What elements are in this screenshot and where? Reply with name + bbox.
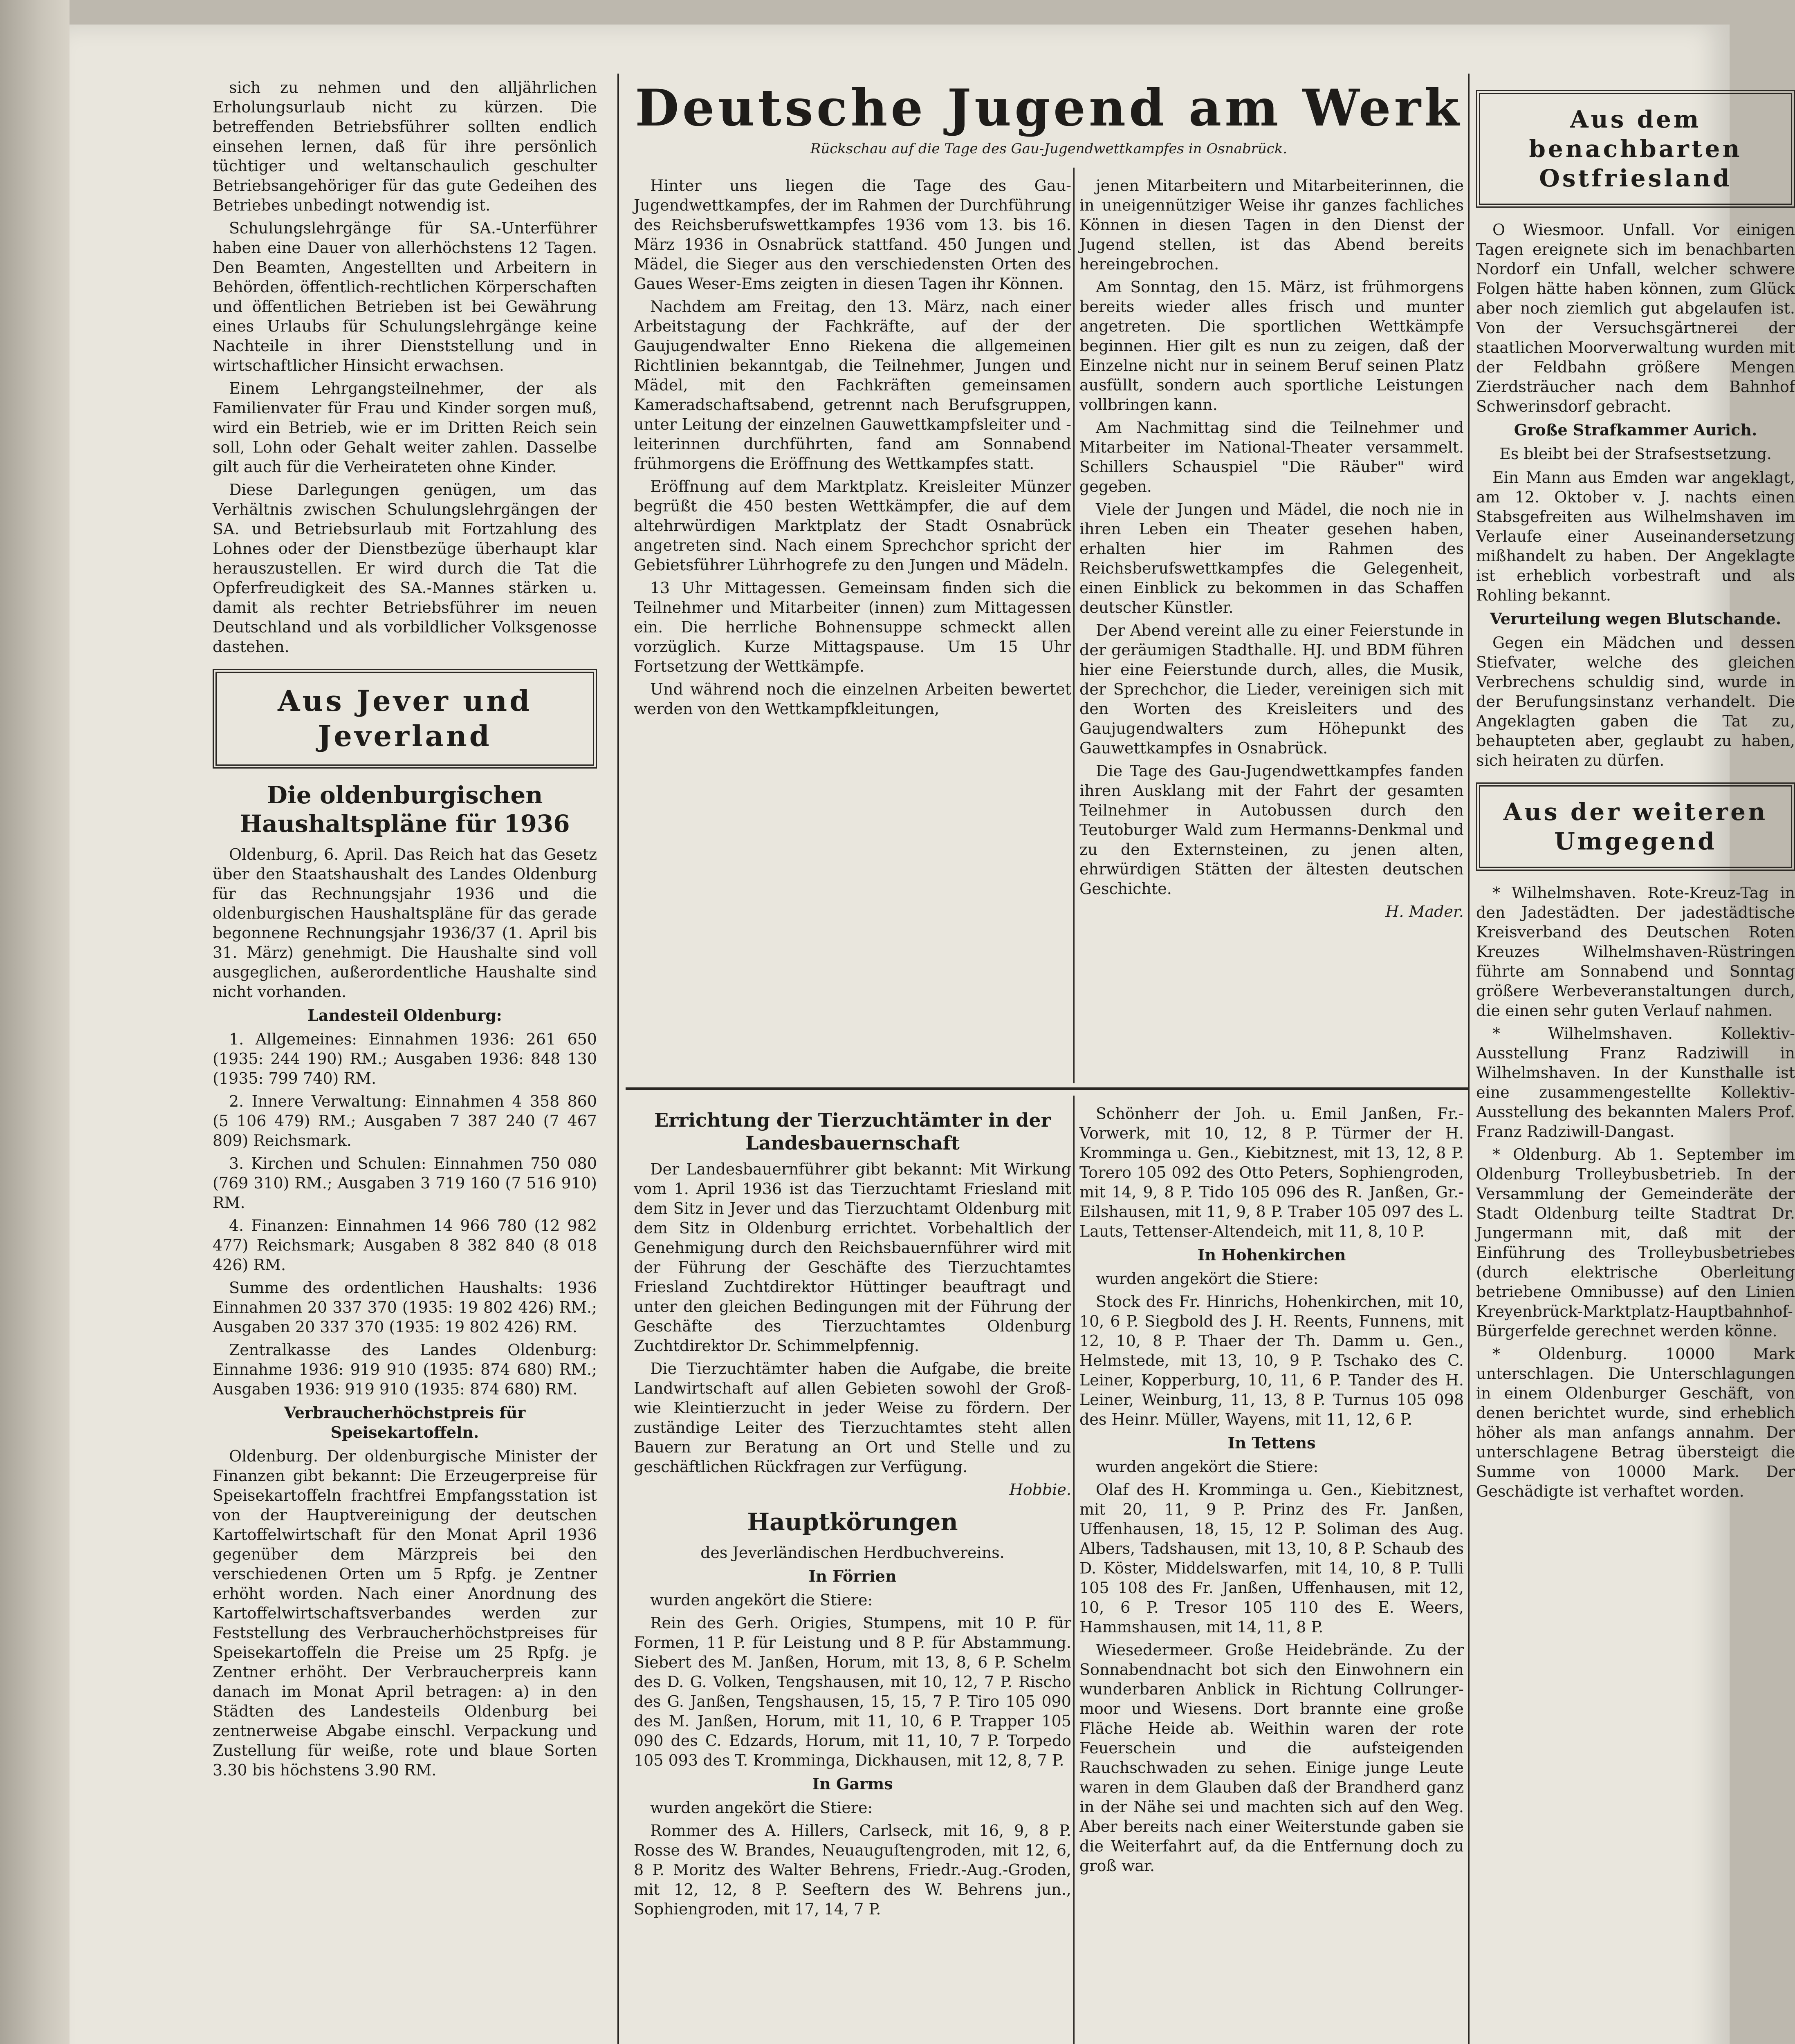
column-rule [1073,1096,1075,2044]
article-text: wurden angekört die Stiere: [1096,1458,1319,1476]
headline-block [634,78,1464,165]
article-text: Einem Lehrgangsteilnehmer, der als Familienvater für Frau und Kinder sorgen muß, wird ein Betrieb, wie er im Dritten Reich sein soll, Lohn oder Gehalt weiter zahlen. Dasselbe gilt auch für die Verheirateten ohne Kinder. [213,379,597,476]
article-text: Ein Mann aus Emden war angeklagt, am 12. Oktober v. J. nachts einen Stabsgefreiten aus Wilhelmshaven im Verlaufe einer Auseinandersetzung mißhandelt zu haben. Der Angeklagte ist erheblich vorbestraft und als Rohling bekannt. [1476,468,1795,604]
column-1 [213,78,597,1783]
column-rule [617,74,619,2044]
article-text: Am Sonntag, den 15. März, ist frühmorgens bereits wieder alles frisch und munter angetreten. Die sportlichen Wettkämpfe beginnen. Hier gilt es nun zu zeigen, daß der Einzelne nicht nur in seinem Beruf seinen Platz ausfüllt, sondern auch sportliche Leistungen vollbringen kann. [1079,278,1464,414]
article-text: Oldenburg. Der oldenburgische Minister der Finanzen gibt bekannt: Die Erzeugerpreise für Speisekartoffeln frachtfrei Empfangsstation ist von der Hauptvereinigung der deutschen Kartoffelwirtschaft für den Monat April 1936 gegenüber dem Märzpreis bei den verschiedenen Orten um 5 Rpfg. je Zentner erhöht worden. Nach einer Anordnung des Kartoffelwirtschaftsverbandes werden zur Feststellung des Verbraucherhöchstpreises für Speisekartoffeln die Preise um 25 Rpfg. je Zentner erhöht. Der Verbraucherpreis kann danach im Monat April betragen: a) in den Städten des Landesteils Oldenburg bei zentnerweise Abgabe einschl. Verpackung und Zustellung für weiße, rote und blaue Sorten 3.30 bis höchstens 3.90 RM. [213,1447,597,1779]
article-text: Der Abend vereint alle zu einer Feierstunde in der geräumigen Stadthalle. HJ. und BDM führen hier eine Feierstunde durch, alles, die Musik, der Sprechchor, die Lieder, vereinigen sich mit den Worten des Kreisleiters und des Gaujugendwalters zum Höhepunkt des Gauwettkampfes in Osnabrück. [1079,621,1464,757]
list-item: 4. Finanzen: Einnahmen 14 966 780 (12 982 477) Reichsmark; Ausgaben 8 382 840 (8 018 426) RM. [213,1217,597,1274]
article-text: wurden angekört die Stiere: [650,1799,873,1817]
section-header-jever: Aus Jever und Jeverland [213,669,597,769]
article-text: * Oldenburg. Ab 1. September im Oldenburg Trolleybusbetrieb. In der Versammlung der Gemeinderäte der Stadt Oldenburg teilte Stadtrat Dr. Jungermann mit, daß mit der Einführung des Trolleybusbetriebes (durch elektrische Oberleitung betriebene Omnibusse) auf den Linien Kreyenbrück-Marktplatz-Hauptbahnhof-Bürgerfelde gerechnet werden könne. [1476,1145,1795,1340]
article-text: Wiesedermeer. Große Heidebrände. Zu der Sonnabendnacht bot sich den Einwohnern ein wunderbaren Anblick in Richtung Collrunger-moor und Wiesens. Dort brannte eine große Fläche Heide ab. Weithin waren der rote Feuerschein und die aufsteigenden Rauchschwaden zu sehen. Einige junge Leute waren in dem Glauben daß der Brandherd ganz in der Nähe sei und machten sich auf den Weg. Aber bereits nach einer Weiterstunde gaben sie die Weiterfahrt auf, da die Entfernung doch zu groß war. [1079,1641,1464,1875]
article-text: wurden angekört die Stiere: [1096,1270,1319,1288]
subheading: Verbraucherhöchstpreis für Speisekartoffeln. [284,1403,526,1441]
author: Hobbie. [1009,1481,1071,1499]
article-text: Nachdem am Freitag, den 13. März, nach einer Arbeitstagung der Fachkräfte, auf der der Gaujugendwalter Enno Riekena die allgemeinen Richtlinien bekanntgab, die Teilnehmer, Jungen und Mädel, mit den Fachkräften gemeinsamen Kameradschaftsabend, getrennt nach Berufsgruppen, unter Leitung der einzelnen Gauwettkampfsleiter und -leiterinnen durchführten, fand am Sonnabend frühmorgens die Eröffnung des Wettkampfes statt. [634,298,1071,473]
article-text: * Oldenburg. 10000 Mark unterschlagen. Die Unterschlagungen in einem Oldenburger Geschäft, von denen berichtet wurde, sind erheblich höher als man anfangs annahm. Der unterschlagene Betrag übersteigt die Summe von 10000 Mark. Der Geschädigte ist verhaftet worden. [1476,1345,1795,1500]
article-text: Oldenburg, 6. April. Das Reich hat das Gesetz über den Staatshaushalt des Landes Oldenburg für das Rechnungsjahr 1936 und die oldenburgischen Haushaltspläne für das gerade begonnene Rechnungsjahr 1936/37 (1. April bis 31. März) genehmigt. Die Haushalte sind voll ausgeglichen, außerordentliche Haushalte sind nicht vorhanden. [213,845,597,1001]
article-text: Hinter uns liegen die Tage des Gau-Jugendwettkampfes, der im Rahmen der Durchführung des Reichsberufswettkampfes 1936 vom 13. bis 16. März 1936 in Osnabrück stattfand. 450 Jungen und Mädel, die Sieger aus den verschiedensten Orten des Gaues Weser-Ems zeigten in diesen Tagen ihr Können. [634,177,1071,293]
place-heading: In Förrien [808,1567,897,1585]
article-text: O Wiesmoor. Unfall. Vor einigen Tagen ereignete sich im benachbarten Nordorf ein Unfall, welcher schwere Folgen hätte haben können, zum Glück aber noch ziemlich gut abgelaufen ist. Von der Versuchsgärtnerei der staatlichen Moorverwaltung wurden mit der Feldbahn größere Mengen Zierdsträucher nach dem Bahnhof Schwerinsdorf gebracht. [1476,221,1795,415]
article-title: Hauptkörungen [747,1508,958,1536]
section-header-umgegend: Aus der weiteren Umgegend [1476,782,1795,871]
subheading: Verurteilung wegen Blutschande. [1490,610,1782,628]
article-text: wurden angekört die Stiere: [650,1591,873,1609]
article-text: Diese Darlegungen genügen, um das Verhältnis zwischen Schulungslehrgängen der SA. und Betriebsurlaub mit Fortzahlung des Lohnes oder der Dienstbezüge überhaupt klar herauszustellen. Er wird durch die Tat die Opferfreudigkeit des SA.-Mannes stärken u. damit als rechter Betriebsführer im neuen Deutschland und als vorbildlicher Volksgenosse dastehen. [213,481,597,656]
place-heading: In Garms [812,1775,893,1793]
section-rule [626,1087,1468,1090]
list-item: 3. Kirchen und Schulen: Einnahmen 750 080 (769 310) RM.; Ausgaben 3 719 160 (7 516 910) RM. [213,1154,597,1212]
column-4 [1476,78,1795,1504]
article-text: Zentralkasse des Landes Oldenburg: Einnahme 1936: 919 910 (1935: 874 680) RM.; Ausgaben 1936: 919 910 (1935: 874 680) RM. [213,1341,597,1398]
subheading: Es bleibt bei der Strafsestsetzung. [1499,445,1772,463]
main-headline: Deutsche Jugend am Werk [635,78,1463,138]
article-text: Die Tage des Gau-Jugendwettkampfes fanden ihren Ausklang mit der Fahrt der gesamten Teilnehmer in Autobussen durch den Teutoburger Wald zum Hermanns-Denkmal und zu den Externsteinen, zu jenen alten, ehrwürdigen Stätten der ältesten deutschen Geschichte. [1079,762,1464,898]
column-3-upper [1079,176,1464,930]
column-rule [1468,74,1470,2044]
article-text: Die Tierzuchtämter haben die Aufgabe, die breite Landwirtschaft auf allen Gebieten sowohl der Groß- wie Kleintierzucht in jeder Weise zu fördern. Der zuständige Leiter des Tierzuchtamtes steht allen Bauern zur Beratung an Ort und Stelle und zu geschäftlichen Rückfragen zur Verfügung. [634,1360,1071,1476]
article-title: Die oldenburgischen Haushaltspläne für 1936 [240,781,570,838]
article-text: jenen Mitarbeitern und Mitarbeiterinnen, die in uneigennütziger Weise ihr ganzes fachliches Können in diesen Tagen in den Dienst der Jugend stellen, ist das Abend bereits hereingebrochen. [1079,177,1464,273]
article-text: Und während noch die einzelnen Arbeiten bewertet werden von den Wettkampfkleitungen, [634,680,1071,718]
subheading: des Jeverländischen Herdbuchvereins. [700,1544,1005,1562]
article-text: sich zu nehmen und den alljährlichen Erholungsurlaub nicht zu kürzen. Die betreffenden Betriebsführer sollten endlich einsehen lernen, daß für ihre persönlich tüchtiger und weltanschaulich geschulter Betriebsangehöriger für das gute Gedeihen des Betriebes unbedingt notwendig ist. [213,78,597,214]
list-item: 1. Allgemeines: Einnahmen 1936: 261 650 (1935: 244 190) RM.; Ausgaben 1936: 848 130 (1935: 799 740) RM. [213,1030,597,1087]
article-text: 13 Uhr Mittagessen. Gemeinsam finden sich die Teilnehmer und Mitarbeiter (innen) zum Mittagessen ein. Die herrliche Bohnensuppe schmeckt allen vorzüglich. Kurze Mittagspause. Um 15 Uhr Fortsetzung der Wettkämpfe. [634,579,1071,675]
article-text: Schulungslehrgänge für SA.-Unterführer haben eine Dauer von allerhöchstens 12 Tagen. Den Beamten, Angestellten und Arbeitern in Behörden, öffentlich-rechtlichen Körperschaften und öffentlichen Betrieben ist bei Gewährung eines Urlaubs für Schulungslehrgänge keine Nachteile in ihrer Dienststellung und in wirtschaftlicher Hinsicht erwachsen. [213,219,597,374]
headline-subtitle: Rückschau auf die Tage des Gau-Jugendwettkampfes in Osnabrück. [810,141,1288,157]
article-text: Am Nachmittag sind die Teilnehmer und Mitarbeiter im National-Theater versammelt. Schillers Schauspiel "Die Räuber" wird gegeben. [1079,419,1464,495]
list-item: 2. Innere Verwaltung: Einnahmen 4 358 860 (5 106 479) RM.; Ausgaben 7 387 240 (7 467 809) Reichsmark. [213,1092,597,1150]
article-text: Eröffnung auf dem Marktplatz. Kreisleiter Münzer begrüßt die 450 besten Wettkämpfer, die auf dem altehrwürdigen Marktplatz der Stadt Osnabrück angetreten sind. Nach einem Sprechchor spricht der Gebietsführer Lührhogrefe zu den Jungen und Mädeln. [634,477,1071,574]
column-3-lower [1079,1104,1464,1879]
author: H. Mader. [1385,903,1464,921]
article-text: Stock des Fr. Hinrichs, Hohenkirchen, mit 10, 10, 6 P. Siegbold des J. H. Reents, Funnens, mit 12, 10, 8 P. Thaer der Th. Damm u. Gen., Helmstede, mit 13, 10, 9 P. Tschako des C. Leiner, Kopperburg, 10, 11, 6 P. Tander des H. Leiner, Weinburg, 11, 13, 8 P. Turnus 105 098 des Heinr. Müller, Wayens, mit 11, 12, 6 P. [1079,1293,1464,1428]
article-text: * Wilhelmshaven. Rote-Kreuz-Tag in den Jadestädten. Der jadestädtische Kreisverband des Deutschen Roten Kreuzes Wilhelmshaven-Rüstringen führte am Sonnabend und Sonntag größere Werbeveranstaltungen durch, die einen sehr guten Verlauf nahmen. [1476,884,1795,1020]
column-2-upper [634,176,1071,722]
article-text: Viele der Jungen und Mädel, die noch nie in ihren Leben ein Theater gesehen haben, erhalten hier im Rahmen des Reichsberufswettkampfes die Gelegenheit, einen Einblick zu bekommen in das Schaffen deutscher Künstler. [1079,500,1464,616]
article-text: Der Landesbauernführer gibt bekannt: Mit Wirkung vom 1. April 1936 ist das Tierzuchtamt Friesland mit dem Sitz in Jever und das Tierzuchtamt Oldenburg mit dem Sitz in Oldenburg errichtet. Vorbehaltlich der Genehmigung durch den Reichsbauernführer wird mit der Führung der Geschäfte des Tierzuchtamtes Friesland Zuchtdirektor Hüttinger beauftragt und unter den gleichen Bedingungen mit der Führung der Geschäfte des Tierzuchtamtes Oldenburg Zuchtdirektor Dr. Schimmelpfennig. [634,1160,1071,1355]
book-binding [0,0,70,2044]
place-heading: In Hohenkirchen [1197,1246,1346,1264]
subheading: Große Strafkammer Aurich. [1514,421,1757,439]
section-header-ostfriesland: Aus dem benachbarten Ostfriesland [1476,90,1795,208]
place-heading: In Tettens [1227,1434,1316,1452]
article-title: Errichtung der Tierzuchtämter in der Landesbauernschaft [654,1109,1051,1154]
article-text: Olaf des H. Kromminga u. Gen., Kiebitznest, mit 20, 11, 9 P. Prinz des Fr. Janßen, Uffenhausen, 18, 15, 12 P. Soliman des Aug. Albers, Tadshausen, mit 13, 10, 8 P. Schaub des D. Köster, Middelswarfen, mit 14, 10, 8 P. Tulli 105 108 des Fr. Janßen, Uffenhausen, mit 12, 10, 6 P. Tresor 105 110 des E. Weers, Hammshausen, mit 14, 11, 8 P. [1079,1481,1464,1636]
subheading: Landesteil Oldenburg: [307,1006,502,1024]
column-2-lower [634,1104,1071,1922]
article-text: Gegen ein Mädchen und dessen Stiefvater, welche des gleichen Verbrechens schuldig sind, wurde in der Berufungsinstanz verhandelt. Die Angeklagten gaben die Tat zu, behaupteten aber, geglaubt zu haben, sich heiraten zu dürfen. [1476,634,1795,769]
column-rule [1073,168,1075,1083]
article-text: * Wilhelmshaven. Kollektiv-Ausstellung Franz Radziwill in Wilhelmshaven. In der Kunsthalle ist eine zusammengestellte Kollektiv-Ausstellung des bekannten Malers Prof. Franz Radziwill-Dangast. [1476,1024,1795,1141]
article-text: Schönherr der Joh. u. Emil Janßen, Fr.-Vorwerk, mit 10, 12, 8 P. Türmer der H. Kromminga u. Gen., Kiebitznest, mit 13, 12, 8 P. Torero 105 092 des Otto Peters, Sophiengroden, mit 14, 9, 8 P. Tido 105 096 des R. Janßen, Gr.-Eilshausen, mit 11, 9, 8 P. Traber 105 097 des L. Lauts, Tettenser-Altendeich, mit 11, 8, 10 P. [1079,1105,1464,1240]
article-text: Rein des Gerh. Origies, Stumpens, mit 10 P. für Formen, 11 P. für Leistung und 8 P. für Abstammung. Siebert des M. Janßen, Horum, mit 13, 8, 6 P. Schelm des D. G. Volken, Tengshausen, mit 10, 12, 7 P. Rischo des G. Janßen, Tengshausen, 15, 15, 7 P. Tiro 105 090 des M. Janßen, Horum, mit 11, 10, 6 P. Trapper 105 090 des C. Edzards, Horum, mit 11, 10, 7 P. Torpedo 105 093 des T. Kromminga, Dickhausen, mit 12, 8, 7 P. [634,1614,1071,1769]
article-text: Summe des ordentlichen Haushalts: 1936 Einnahmen 20 337 370 (1935: 19 802 426) RM.; Ausgaben 20 337 370 (1935: 19 802 426) RM. [213,1279,597,1336]
newspaper-page [70,25,1795,2044]
article-text: Rommer des A. Hillers, Carlseck, mit 16, 9, 8 P. Rosse des W. Brandes, Neuauguſtengroden, mit 12, 6, 8 P. Moritz des Walter Behrens, Friedr.-Aug.-Groden, mit 12, 12, 8 P. Seeftern des W. Behrens jun., Sophiengroden, mit 17, 14, 7 P. [634,1822,1071,1918]
